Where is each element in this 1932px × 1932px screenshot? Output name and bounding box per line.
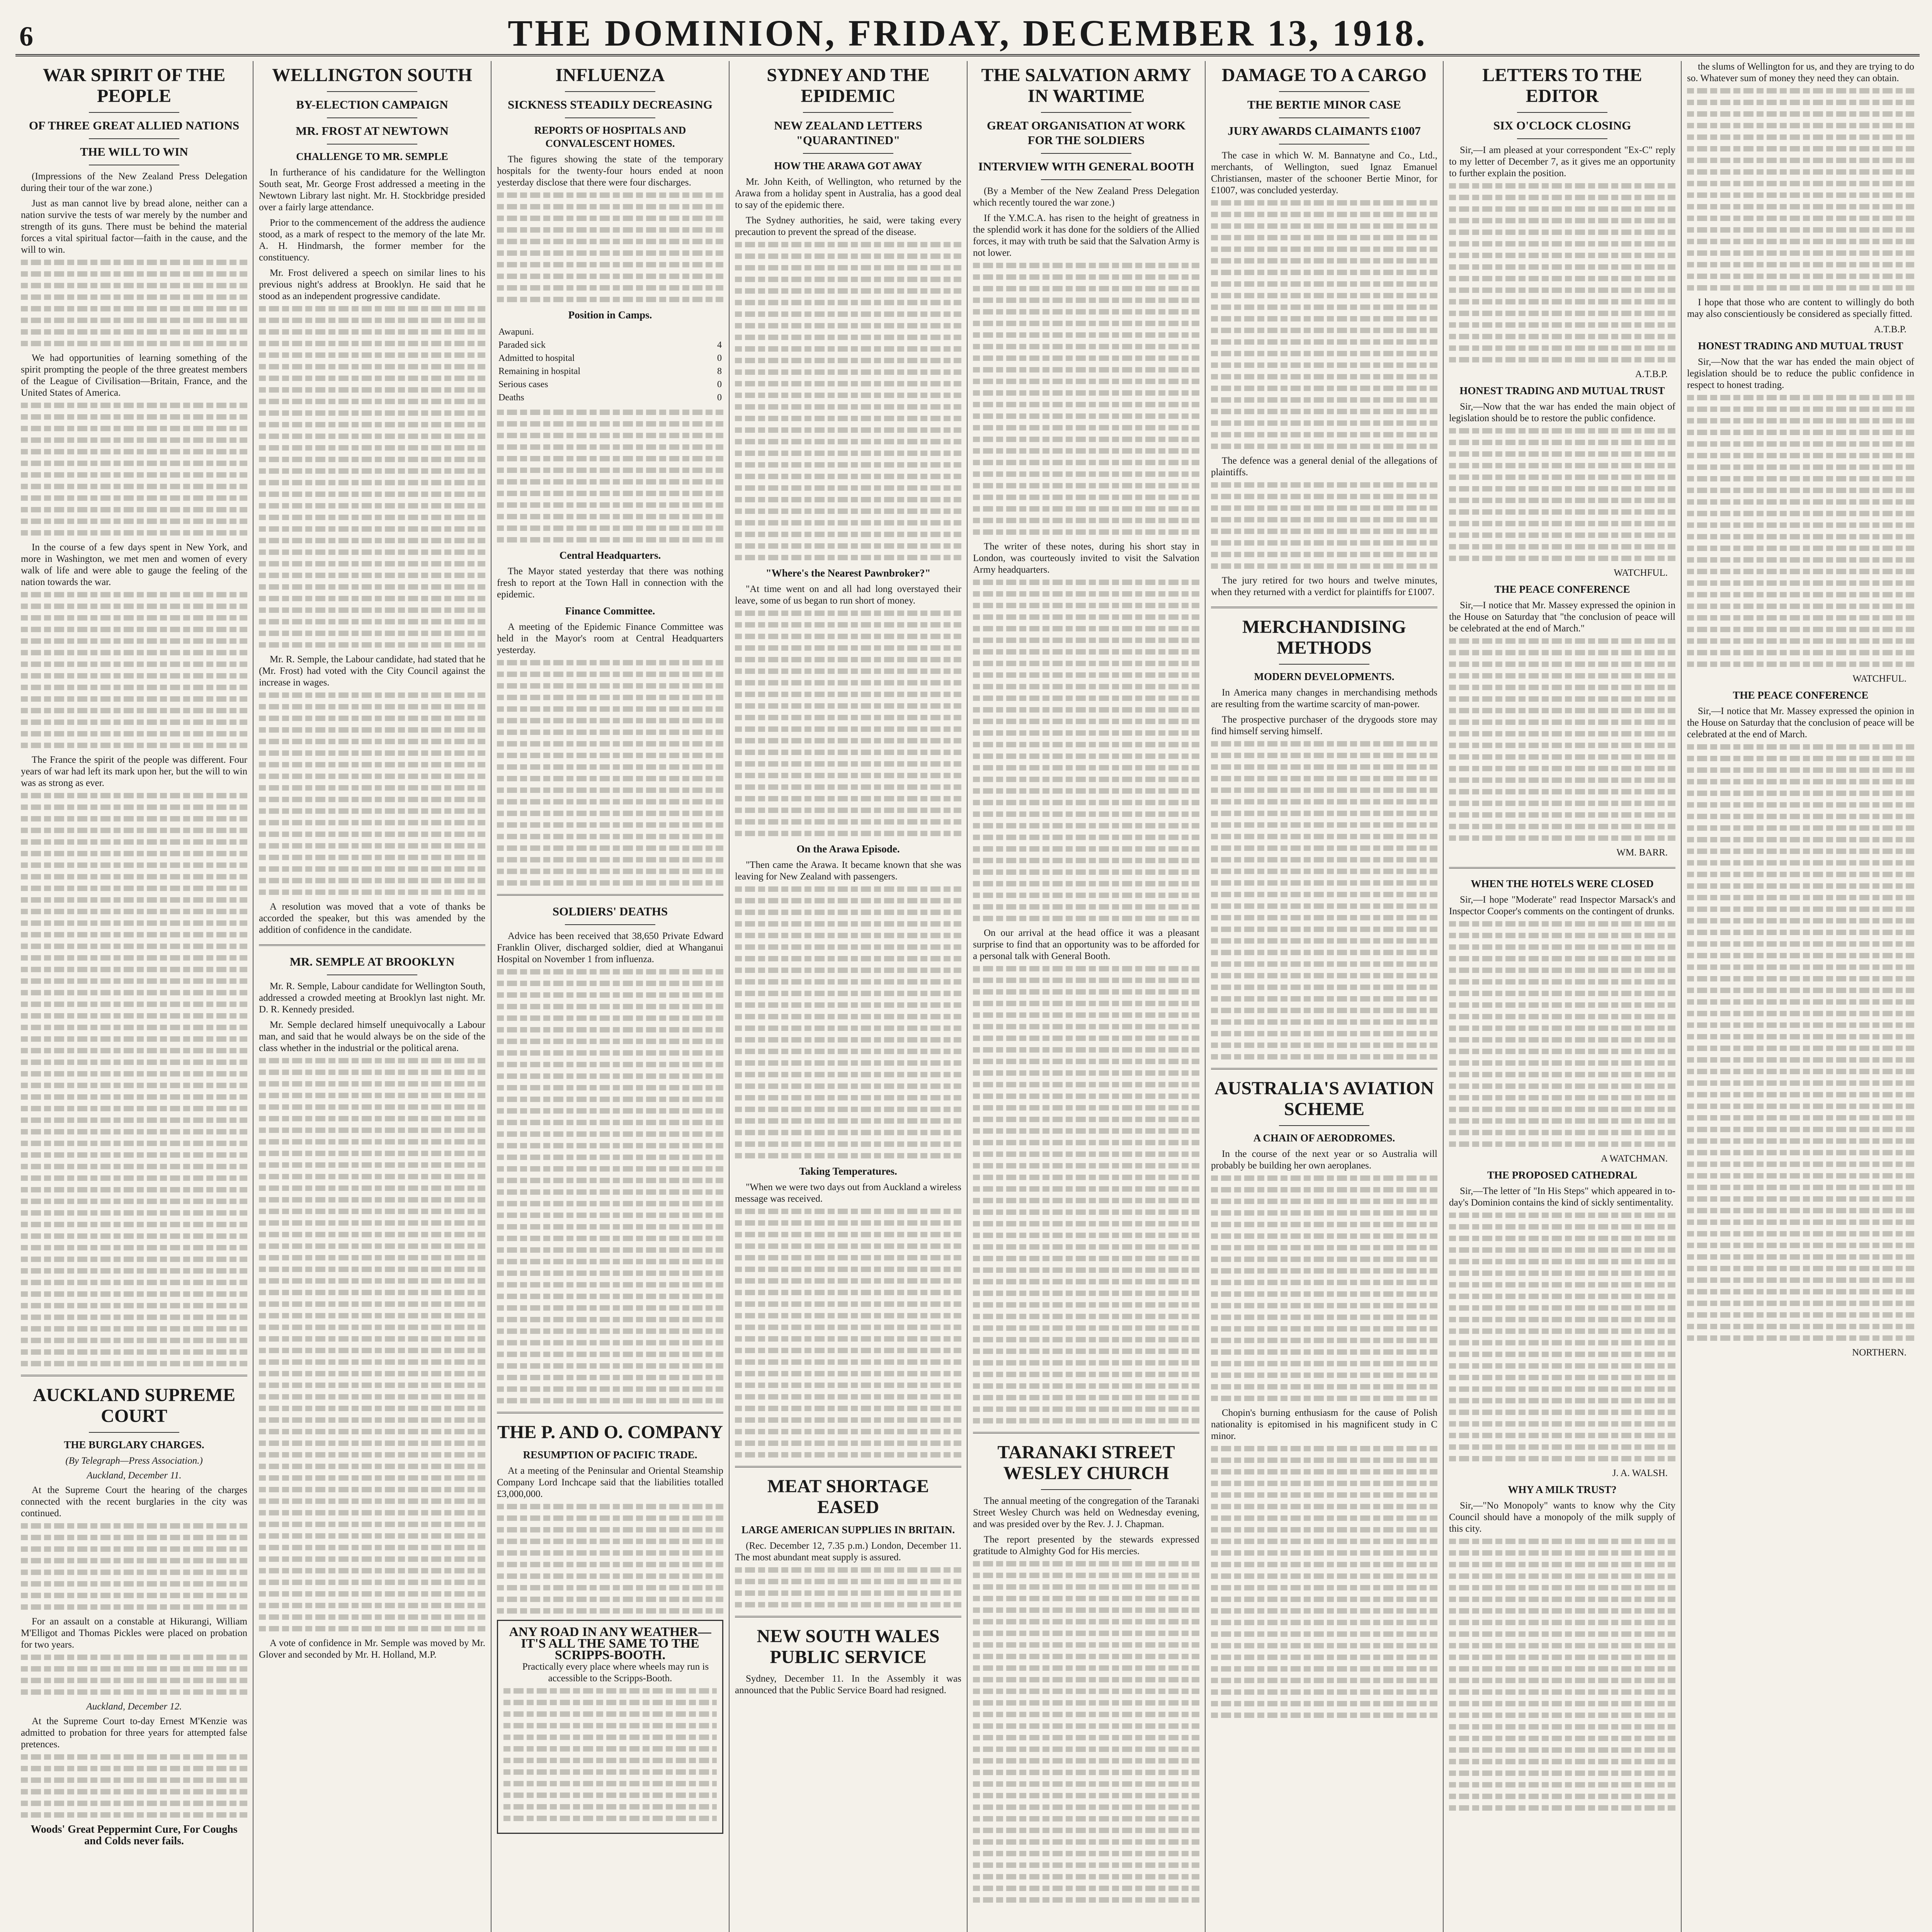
letter-paragraph: I hope that those who are content to willingly do both may also conscientiously be considered as specially fitted. xyxy=(1687,297,1914,319)
article-subhead: RESUMPTION OF PACIFIC TRADE. xyxy=(523,1449,697,1461)
article-headline: AUCKLAND SUPREME COURT xyxy=(32,1385,235,1426)
article-subhead: Central Headquarters. xyxy=(559,549,661,561)
row-label: Deaths xyxy=(498,393,524,403)
table-row xyxy=(497,378,723,391)
article-paragraph: The defence was a general denial of the allegations of plaintiffs. xyxy=(1211,456,1437,478)
letter-signature: WATCHFUL. xyxy=(1614,568,1668,578)
column-war-spirit xyxy=(15,61,253,1932)
article-subhead: SIX O'CLOCK CLOSING xyxy=(1493,119,1631,132)
column-influenza xyxy=(492,61,730,1932)
article-paragraph: The case in which W. M. Bannatyne and Co., Ltd., merchants, of Wellington, sued Ignaz Emanuel Christiansen, master of the schooner Bertie Minor, for £1007, was concluded yesterday. xyxy=(1211,150,1437,196)
article-subhead: HONEST TRADING AND MUTUAL TRUST xyxy=(1459,385,1665,396)
article-subhead: LARGE AMERICAN SUPPLIES IN BRITAIN. xyxy=(741,1524,955,1536)
article-subhead: GREAT ORGANISATION AT WORK FOR THE SOLDIERS xyxy=(986,119,1186,147)
letter-paragraph: Sir,—"No Monopoly" wants to know why the City Council should have a monopoly of the milk supply of this city. xyxy=(1449,1500,1675,1534)
row-label: Serious cases xyxy=(498,379,548,389)
row-label: Awapuni. xyxy=(498,327,534,337)
article-paragraph: Advice has been received that 38,650 Private Edward Franklin Oliver, discharged soldier, died at Whanganui Hospital on November 1 from influenza. xyxy=(497,931,723,964)
scripps-booth-advertisement xyxy=(497,1620,723,1834)
article-paragraph: For an assault on a constable at Hikurangi, William M'Elligot and Thomas Pickles were placed on probation for two years. xyxy=(21,1616,247,1650)
letter-paragraph: Sir,—Now that the war has ended the main object of legislation should be to restore the public confidence. xyxy=(1449,401,1675,423)
article-subhead: HOW THE ARAWA GOT AWAY xyxy=(774,160,922,172)
article-paragraph: A resolution was moved that a vote of thanks be accorded the speaker, but this was amended by the addition of confidence in the candidate. xyxy=(259,901,485,935)
letter-signature: NORTHERN. xyxy=(1852,1347,1906,1358)
column-letters-continued xyxy=(1682,61,1920,1932)
article-paragraph: Sydney, December 11. In the Assembly it was announced that the Public Service Board had resigned. xyxy=(735,1673,961,1696)
article-subhead: MR. FROST AT NEWTOWN xyxy=(296,124,449,138)
letter-paragraph: Sir,—Now that the war has ended the main object of legislation should be to reduce the public confidence in respect to honest trading. xyxy=(1687,357,1914,390)
article-paragraph: In the course of the next year or so Australia will probably be building her own aeroplanes. xyxy=(1211,1149,1437,1171)
ad-text: Practically every place where wheels may run is accessible to the Scripps-Booth. xyxy=(522,1662,709,1684)
article-paragraph: "Then came the Arawa. It became known that she was leaving for New Zealand with passengers. xyxy=(735,860,961,882)
article-subhead: REPORTS OF HOSPITALS AND CONVALESCENT HOMES. xyxy=(534,124,686,149)
article-paragraph: The report presented by the stewards expressed gratitude to Almighty God for His mercies. xyxy=(973,1534,1199,1556)
column-wellington-south xyxy=(253,61,492,1932)
article-paragraph: At the Supreme Court to-day Ernest M'Kenzie was admitted to probation for three years for attempted false pretences. xyxy=(21,1716,247,1750)
columns xyxy=(15,61,1920,1932)
row-value: 0 xyxy=(717,379,722,389)
article-headline: NEW SOUTH WALES PUBLIC SERVICE xyxy=(757,1626,940,1667)
article-paragraph: The jury retired for two hours and twelve minutes, when they returned with a verdict for plaintiffs for £1007. xyxy=(1211,575,1437,597)
table-title: Position in Camps. xyxy=(568,309,652,321)
article-subhead: Taking Temperatures. xyxy=(799,1165,897,1177)
article-subhead: SOLDIERS' DEATHS xyxy=(552,905,668,918)
letter-paragraph: Sir,—I notice that Mr. Massey expressed the opinion in the House on Saturday that "the conclusion of peace will be celebrated at the end of March." xyxy=(1449,600,1675,634)
article-subhead: THE PROPOSED CATHEDRAL xyxy=(1487,1169,1638,1181)
article-paragraph: In America many changes in merchandising methods are resulting from the wartime scarcity of man-power. xyxy=(1211,687,1437,709)
article-subhead: INTERVIEW WITH GENERAL BOOTH xyxy=(978,160,1194,173)
article-paragraph: The Mayor stated yesterday that there was nothing fresh to report at the Town Hall in connection with the epidemic. xyxy=(497,566,723,600)
article-paragraph: The annual meeting of the congregation of the Taranaki Street Wesley Church was held on Wednesday evening, and was presided over by the Rev. J. J. Chapman. xyxy=(973,1496,1199,1529)
article-subhead: OF THREE GREAT ALLIED NATIONS xyxy=(29,119,240,132)
article-subhead: MR. SEMPLE AT BROOKLYN xyxy=(289,955,455,968)
article-paragraph: In the course of a few days spent in New York, and more in Washington, we met men and women of every walk of life and were able to gauge the feeling of the nation towards the war. xyxy=(21,542,247,587)
row-value: 4 xyxy=(717,340,722,350)
column-salvation-army xyxy=(968,61,1206,1932)
article-paragraph: The figures showing the state of the temporary hospitals for the twenty-four hours ended at noon yesterday disclose that there were four discharges. xyxy=(497,154,723,188)
article-subhead: WHY A MILK TRUST? xyxy=(1508,1484,1617,1495)
page-title: THE DOMINION, FRIDAY, DECEMBER 13, 1918. xyxy=(508,12,1427,54)
article-paragraph: Mr. R. Semple, the Labour candidate, had stated that he (Mr. Frost) had voted with the City Council against the increase in wages. xyxy=(259,654,485,688)
row-value: 0 xyxy=(717,353,722,363)
article-headline: THE P. AND O. COMPANY xyxy=(497,1422,723,1442)
article-headline: WAR SPIRIT OF THE PEOPLE xyxy=(43,65,226,106)
article-subhead: JURY AWARDS CLAIMANTS £1007 xyxy=(1228,124,1421,138)
article-subhead: THE PEACE CONFERENCE xyxy=(1494,583,1630,595)
article-paragraph: (Rec. December 12, 7.35 p.m.) London, December 11. The most abundant meat supply is assured. xyxy=(735,1541,961,1563)
article-subhead: CHALLENGE TO MR. SEMPLE xyxy=(296,151,448,162)
article-subhead: THE PEACE CONFERENCE xyxy=(1733,689,1869,701)
letter-signature: A WATCHMAN. xyxy=(1600,1153,1668,1164)
article-paragraph: The writer of these notes, during his short stay in London, was courteously invited to visit the Salvation Army headquarters. xyxy=(973,541,1199,575)
article-subhead: HONEST TRADING AND MUTUAL TRUST xyxy=(1698,340,1903,352)
letter-signature: A.T.B.P. xyxy=(1635,369,1668,379)
article-dateline: Auckland, December 11. xyxy=(87,1470,182,1481)
letter-paragraph: Sir,—I am pleased at your correspondent "Ex-C" reply to my letter of December 7, as it gives me an opportunity to further explain the position. xyxy=(1449,145,1675,179)
article-subhead: THE BURGLARY CHARGES. xyxy=(64,1439,204,1451)
article-paragraph: At a meeting of the Peninsular and Oriental Steamship Company Lord Inchcape said that the liabilities totalled £3,000,000. xyxy=(497,1466,723,1499)
table-row xyxy=(497,352,723,365)
article-paragraph: Mr. Frost delivered a speech on similar lines to his previous night's address at Brooklyn. He said that he stood as an independent progressive candidate. xyxy=(259,268,485,301)
letter-signature: WM. BARR. xyxy=(1616,847,1668,858)
article-subhead: SICKNESS STEADILY DECREASING xyxy=(507,98,713,111)
article-headline: DAMAGE TO A CARGO xyxy=(1221,65,1427,85)
article-headline: MERCHANDISING METHODS xyxy=(1242,617,1406,658)
article-paragraph: On our arrival at the head office it was a pleasant surprise to find that an opportunity was to be afforded for a personal talk with General Booth. xyxy=(973,928,1199,961)
letter-paragraph: Sir,—I notice that Mr. Massey expressed the opinion in the House on Saturday that the conclusion of peace will be celebrated at the end of March. xyxy=(1687,706,1914,740)
article-headline: TARANAKI STREET WESLEY CHURCH xyxy=(997,1442,1175,1483)
article-paragraph: "When we were two days out from Auckland a wireless message was received. xyxy=(735,1182,961,1204)
row-label: Remaining in hospital xyxy=(498,366,580,376)
article-headline: INFLUENZA xyxy=(555,65,665,85)
advertisement: Woods' Great Peppermint Cure, For Coughs and Colds never fails. xyxy=(31,1823,238,1847)
article-paragraph: The France the spirit of the people was different. Four years of war had left its mark upon her, but the will to win was as strong as ever. xyxy=(21,755,247,788)
article-paragraph: Just as man cannot live by bread alone, neither can a nation survive the tests of war merely by the number and strength of its guns. There must be behind the material forces a vital spiritual factor—faith in the cause, and the will to win. xyxy=(21,198,247,255)
row-label: Paraded sick xyxy=(498,340,546,350)
article-subhead: WHEN THE HOTELS WERE CLOSED xyxy=(1471,878,1654,889)
article-headline: LETTERS TO THE EDITOR xyxy=(1482,65,1642,106)
table-row xyxy=(497,391,723,404)
article-headline: SYDNEY AND THE EPIDEMIC xyxy=(767,65,930,106)
article-paragraph: Chopin's burning enthusiasm for the cause of Polish nationality is epitomised in his magnificent study in C minor. xyxy=(1211,1408,1437,1441)
row-value: 0 xyxy=(717,393,722,403)
article-paragraph: We had opportunities of learning something of the spirit prompting the people of the three greatest members of the League of Civilisation—Britain, France, and the United States of America. xyxy=(21,353,247,398)
article-paragraph: "At time went on and all had long overstayed their leave, some of us began to run short of money. xyxy=(735,584,961,606)
page-number: 6 xyxy=(19,21,33,52)
article-paragraph: At the Supreme Court the hearing of the charges connected with the recent burglaries in the city was continued. xyxy=(21,1485,247,1519)
article-headline: THE SALVATION ARMY IN WARTIME xyxy=(981,65,1191,106)
article-paragraph: A vote of confidence in Mr. Semple was moved by Mr. Glover and seconded by Mr. H. Holland, M.P. xyxy=(259,1638,485,1660)
row-value xyxy=(704,325,723,338)
letter-signature: WATCHFUL. xyxy=(1852,673,1906,684)
column-letters xyxy=(1444,61,1682,1932)
article-headline: AUSTRALIA'S AVIATION SCHEME xyxy=(1214,1078,1434,1119)
article-subhead: Finance Committee. xyxy=(565,605,655,617)
article-paragraph: If the Y.M.C.A. has risen to the height of greatness in the splendid work it has done for the soldiers of the Allied forces, it may with truth be said that the Salvation Army is not lower. xyxy=(973,213,1199,258)
article-headline: MEAT SHORTAGE EASED xyxy=(767,1476,929,1517)
article-headline: WELLINGTON SOUTH xyxy=(272,65,472,85)
article-subhead: "Where's the Nearest Pawnbroker?" xyxy=(765,567,931,579)
article-byline: (By Telegraph—Press Association.) xyxy=(65,1456,203,1466)
row-label: Admitted to hospital xyxy=(498,353,575,363)
table-row xyxy=(497,325,723,338)
letter-signature: J. A. WALSH. xyxy=(1612,1468,1668,1478)
letter-paragraph: the slums of Wellington for us, and they are trying to do so. Whatever sum of money they need they can obtain. xyxy=(1687,61,1914,83)
article-subhead: THE WILL TO WIN xyxy=(80,145,188,158)
article-paragraph: A meeting of the Epidemic Finance Committee was held in the Mayor's room at Central Headquarters yesterday. xyxy=(497,622,723,655)
article-paragraph: Prior to the commencement of the address the audience stood, as a mark of respect to the memory of the late Mr. A. H. Hindmarsh, the former member for the constituency. xyxy=(259,218,485,263)
table-row xyxy=(497,338,723,352)
letter-paragraph: Sir,—I hope "Moderate" read Inspector Marsack's and Inspector Cooper's comments on the contingent of drunks. xyxy=(1449,895,1675,917)
column-sydney-epidemic xyxy=(730,61,968,1932)
row-value: 8 xyxy=(717,366,722,376)
article-intro: (By a Member of the New Zealand Press Delegation which recently toured the war zone.) xyxy=(973,186,1199,208)
article-paragraph: The Sydney authorities, he said, were taking every precaution to prevent the spread of the disease. xyxy=(735,215,961,237)
column-damage-cargo xyxy=(1206,61,1444,1932)
article-subhead: A CHAIN OF AERODROMES. xyxy=(1253,1132,1395,1144)
masthead xyxy=(15,12,1920,56)
table-row xyxy=(497,365,723,378)
article-subhead: NEW ZEALAND LETTERS "QUARANTINED" xyxy=(774,119,922,147)
article-paragraph: Mr. R. Semple, Labour candidate for Wellington South, addressed a crowded meeting at Brooklyn last night. Mr. D. R. Kennedy presided. xyxy=(259,981,485,1015)
article-paragraph: In furtherance of his candidature for the Wellington South seat, Mr. George Frost addressed a meeting in the Newtown Library last night. Mr. H. Stockbridge presided over a fairly large attendance. xyxy=(259,167,485,213)
article-subhead: BY-ELECTION CAMPAIGN xyxy=(296,98,448,111)
article-intro: (Impressions of the New Zealand Press Delegation during their tour of the war zone.) xyxy=(21,171,247,193)
camp-table xyxy=(497,325,723,404)
article-paragraph: Mr. John Keith, of Wellington, who returned by the Arawa from a holiday spent in Australia, has a good deal to say of the epidemic there. xyxy=(735,177,961,210)
article-paragraph: Mr. Semple declared himself unequivocally a Labour man, and said that he would always be on the side of the class whether in the industrial or the political arena. xyxy=(259,1020,485,1053)
article-subhead: THE BERTIE MINOR CASE xyxy=(1247,98,1401,111)
article-paragraph: The prospective purchaser of the drygoods store may find himself serving himself. xyxy=(1211,714,1437,736)
article-dateline: Auckland, December 12. xyxy=(86,1701,182,1712)
letter-signature: A.T.B.P. xyxy=(1874,324,1906,335)
ad-title: ANY ROAD IN ANY WEATHER—IT'S ALL THE SAME TO THE SCRIPPS-BOOTH. xyxy=(509,1625,711,1662)
article-subhead: MODERN DEVELOPMENTS. xyxy=(1254,671,1395,682)
article-subhead: On the Arawa Episode. xyxy=(796,843,900,855)
letter-paragraph: Sir,—The letter of "In His Steps" which appeared in to-day's Dominion contains the kind of sickly sentimentality. xyxy=(1449,1186,1675,1208)
